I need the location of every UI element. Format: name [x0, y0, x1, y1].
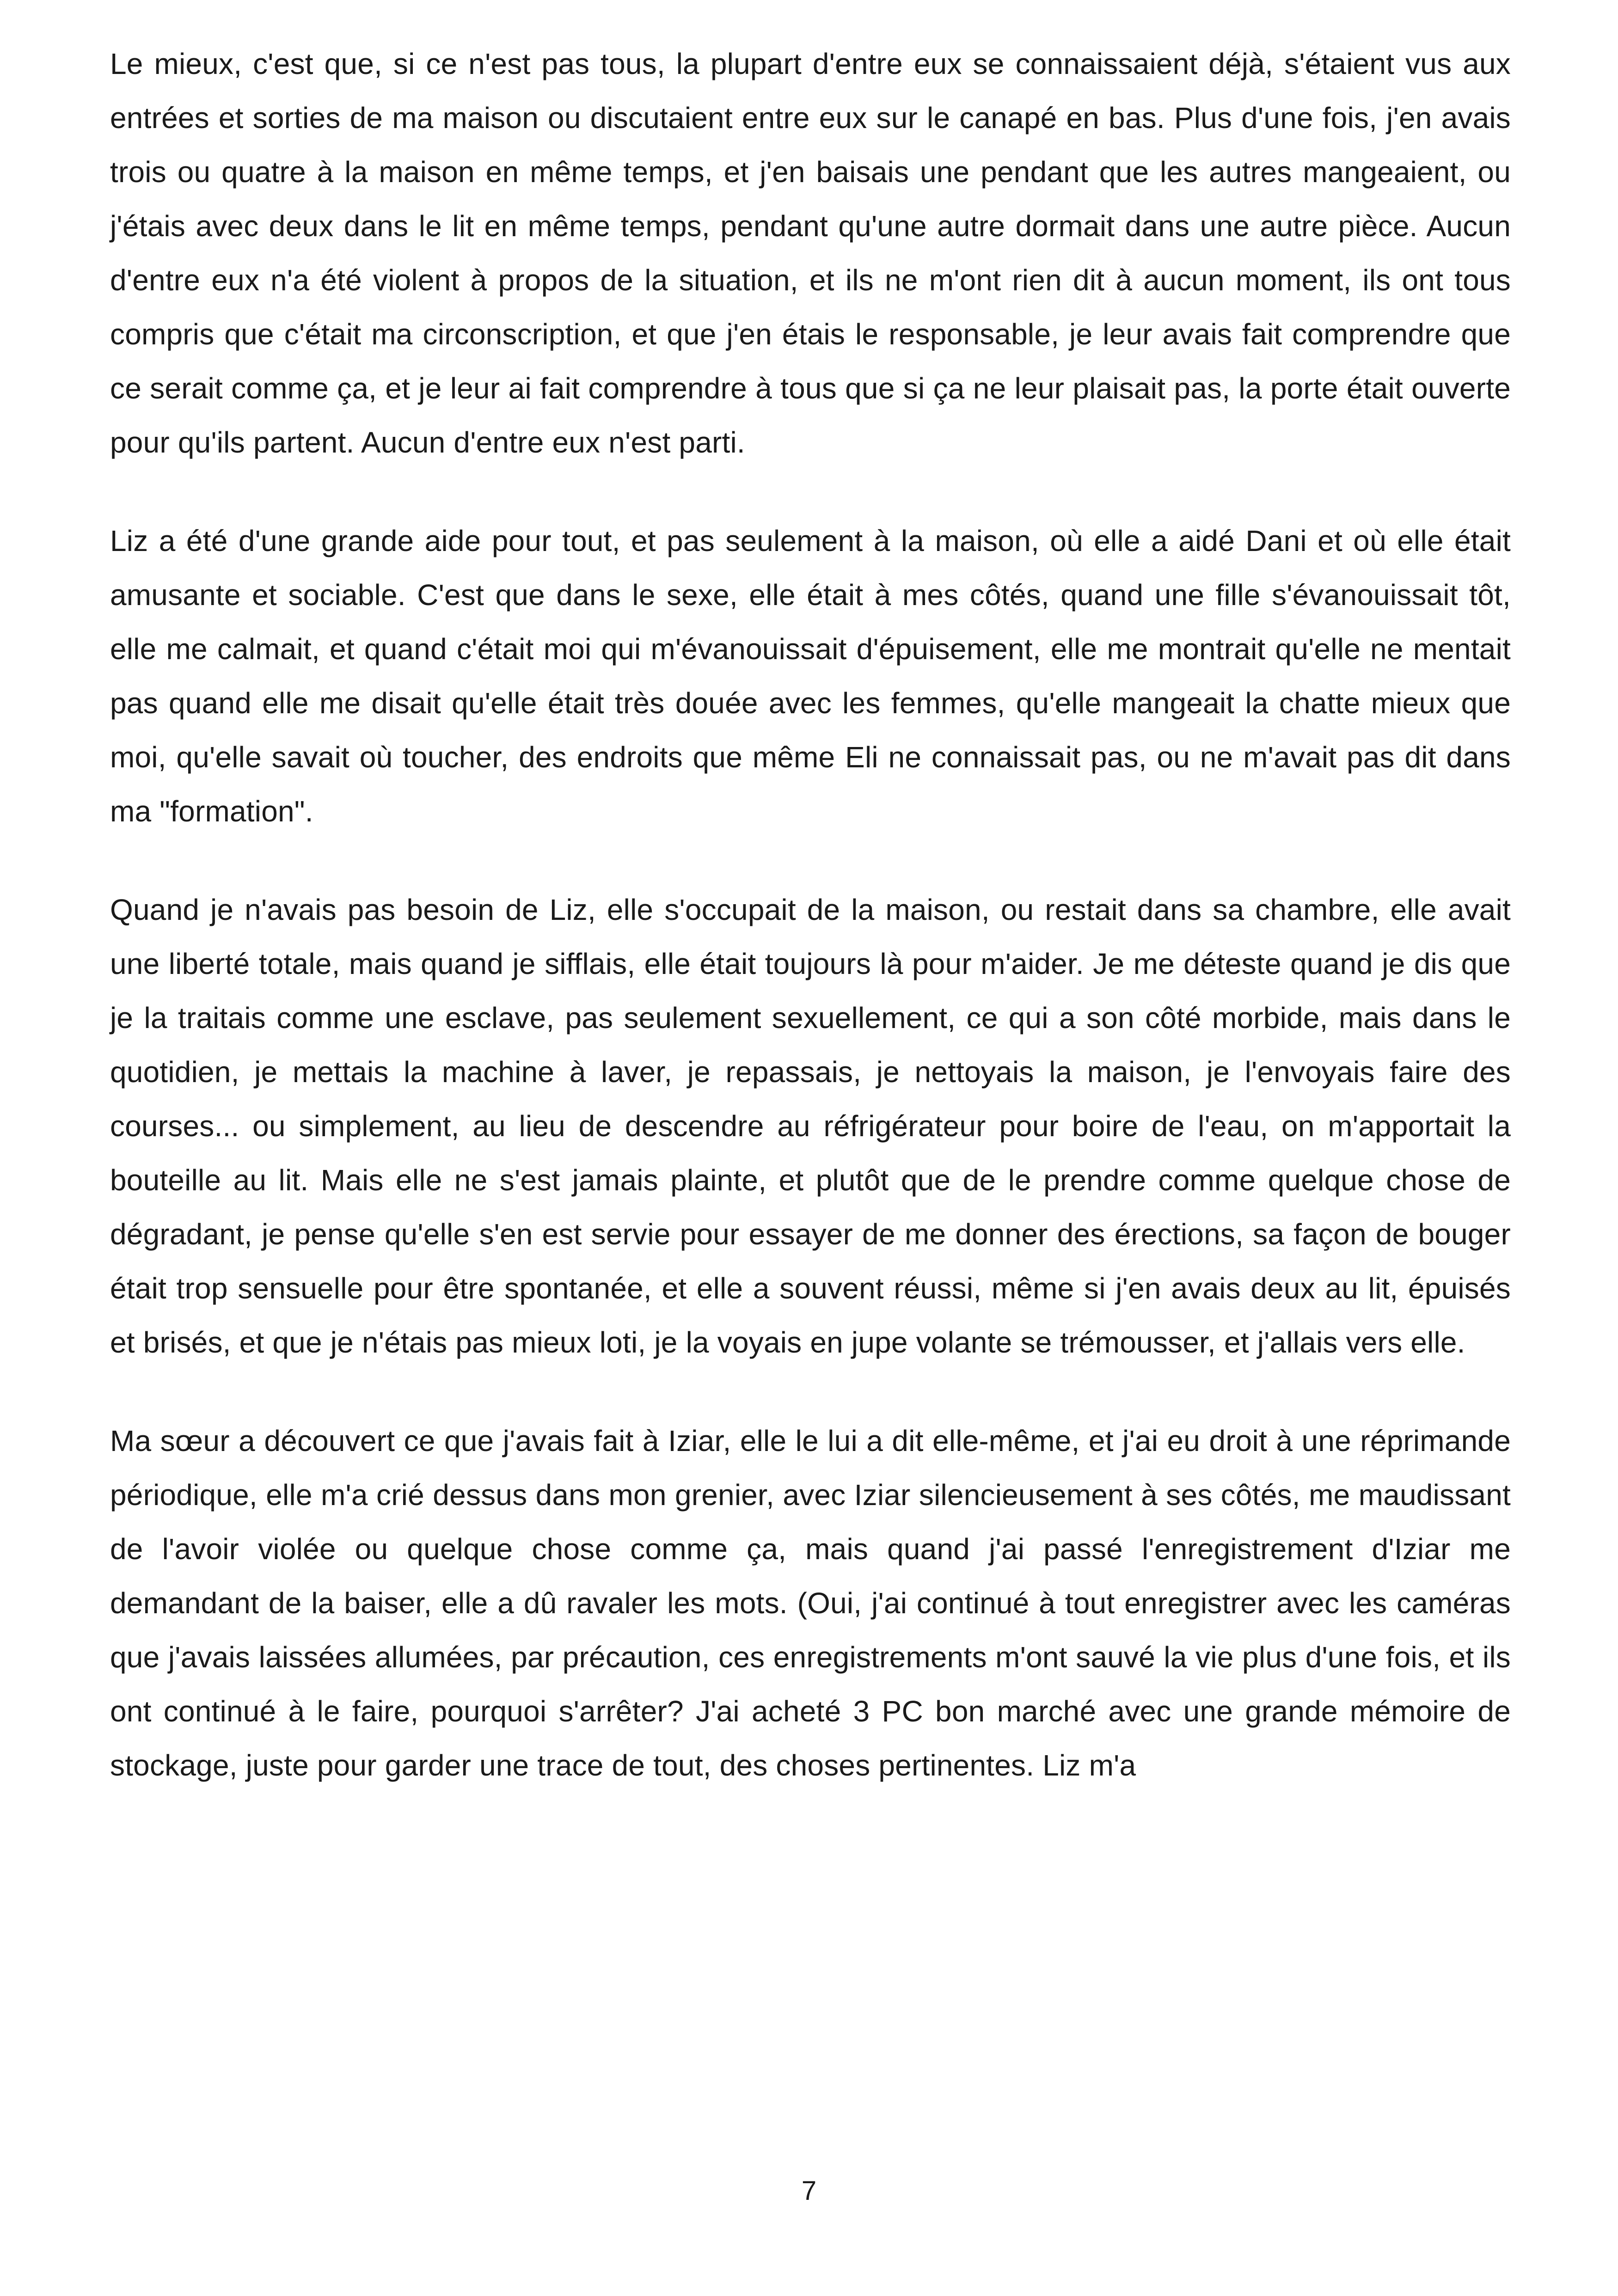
- body-text: [110, 37, 1511, 1837]
- page-number: 7: [801, 2176, 817, 2206]
- paragraph-3: Quand je n'avais pas besoin de Liz, elle s'occupait de la maison, ou restait dans sa chambre, elle avait une liberté totale, mais quand je sifflais, elle était toujours là pour m'aider. Je me déteste quand je dis que je la traitais comme une esclave, pas seulement sexuellement, ce qui a son côté morbide, mais dans le quotidien, je mettais la machine à laver, je repassais, je nettoyais la maison, je l'envoyais faire des courses... ou simplement, au lieu de descendre au réfrigérateur pour boire de l'eau, on m'apportait la bouteille au lit. Mais elle ne s'est jamais plainte, et plutôt que de le prendre comme quelque chose de dégradant, je pense qu'elle s'en est servie pour essayer de me donner des érections, sa façon de bouger était trop sensuelle pour être spontanée, et elle a souvent réussi, même si j'en avais deux au lit, épuisés et brisés, et que je n'étais pas mieux loti, je la voyais en jupe volante se trémousser, et j'allais vers elle.: [110, 893, 1511, 1359]
- paragraph-2: Liz a été d'une grande aide pour tout, et pas seulement à la maison, où elle a aidé Dani et où elle était amusante et sociable. C'est que dans le sexe, elle était à mes côtés, quand une fille s'évanouissait tôt, elle me calmait, et quand c'était moi qui m'évanouissait d'épuisement, elle me montrait qu'elle ne mentait pas quand elle me disait qu'elle était très douée avec les femmes, qu'elle mangeait la chatte mieux que moi, qu'elle savait où toucher, des endroits que même Eli ne connaissait pas, ou ne m'avait pas dit dans ma "formation".: [110, 524, 1511, 828]
- paragraph-1: Le mieux, c'est que, si ce n'est pas tous, la plupart d'entre eux se connaissaient déjà, s'étaient vus aux entrées et sorties de ma maison ou discutaient entre eux sur le canapé en bas. Plus d'une fois, j'en avais trois ou quatre à la maison en même temps, et j'en baisais une pendant que les autres mangeaient, ou j'étais avec deux dans le lit en même temps, pendant qu'une autre dormait dans une autre pièce. Aucun d'entre eux n'a été violent à propos de la situation, et ils ne m'ont rien dit à aucun moment, ils ont tous compris que c'était ma circonscription, et que j'en étais le responsable, je leur avais fait comprendre que ce serait comme ça, et je leur ai fait comprendre à tous que si ça ne leur plaisait pas, la porte était ouverte pour qu'ils partent. Aucun d'entre eux n'est parti.: [110, 47, 1511, 459]
- paragraph-4: Ma sœur a découvert ce que j'avais fait à Iziar, elle le lui a dit elle-même, et j'ai eu droit à une réprimande périodique, elle m'a crié dessus dans mon grenier, avec Iziar silencieusement à ses côtés, me maudissant de l'avoir violée ou quelque chose comme ça, mais quand j'ai passé l'enregistrement d'Iziar me demandant de la baiser, elle a dû ravaler les mots. (Oui, j'ai continué à tout enregistrer avec les caméras que j'avais laissées allumées, par précaution, ces enregistrements m'ont sauvé la vie plus d'une fois, et ils ont continué à le faire, pourquoi s'arrêter? J'ai acheté 3 PC bon marché avec une grande mémoire de stockage, juste pour garder une trace de tout, des choses pertinentes. Liz m'a: [110, 1424, 1511, 1782]
